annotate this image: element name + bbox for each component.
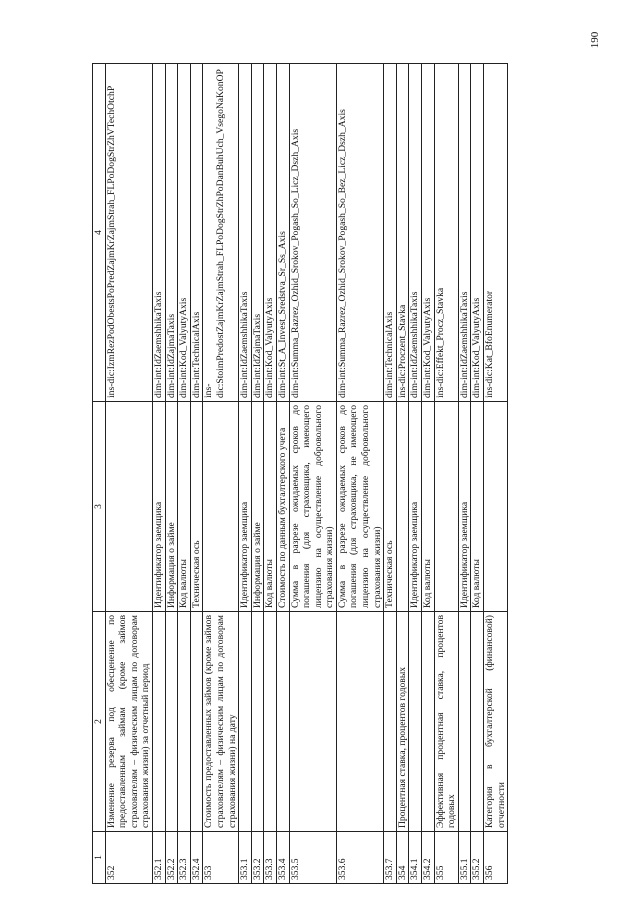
table-row: [434, 64, 458, 884]
row-number-cell: 352.4: [190, 832, 203, 884]
header-cell-1: 1: [93, 832, 106, 884]
table-row: [276, 64, 289, 884]
dimension-name-cell: Код валюты: [422, 402, 435, 612]
table-row: [251, 64, 264, 884]
dimension-name-cell: Информация о займе: [251, 402, 264, 612]
table-row: [190, 64, 203, 884]
header-cell-3: 3: [93, 402, 106, 612]
table-row: [471, 64, 484, 884]
row-number-cell: 355: [434, 832, 458, 884]
table-row: [178, 64, 191, 884]
indicator-name-cell: [471, 612, 484, 832]
indicator-name-cell: Эффективная процентная ставка, процентов годовых: [434, 612, 458, 832]
indicator-name-cell: [458, 612, 471, 832]
dimension-name-cell: [203, 402, 239, 612]
dimension-name-cell: Код валюты: [264, 402, 277, 612]
row-number-cell: 352.1: [152, 832, 165, 884]
xbrl-code-cell: dim-int:TechnicalAxis: [190, 64, 203, 402]
xbrl-code-cell: ins-dic:Effekt_Procz_Stavka: [434, 64, 458, 402]
indicator-name-cell: [190, 612, 203, 832]
table-row: [422, 64, 435, 884]
row-number-cell: 355.1: [458, 832, 471, 884]
xbrl-code-cell: dim-int:IdZaemshhikaTaxis: [409, 64, 422, 402]
dimension-name-cell: Техническая ось: [190, 402, 203, 612]
indicator-name-cell: [264, 612, 277, 832]
dimension-name-cell: Техническая ось: [384, 402, 397, 612]
table-row: [409, 64, 422, 884]
row-number-cell: 354: [396, 832, 409, 884]
xbrl-code-cell: dim-int:IdZaemshhikaTaxis: [152, 64, 165, 402]
table-row: [336, 64, 383, 884]
row-number-cell: 354.2: [422, 832, 435, 884]
dimension-name-cell: [396, 402, 409, 612]
dimension-name-cell: [484, 402, 508, 612]
xbrl-code-cell: dim-int:Kod_ValyutyAxis: [178, 64, 191, 402]
table-body: [105, 64, 508, 884]
xbrl-code-cell: dim-int:IdZaemshhikaTaxis: [458, 64, 471, 402]
xbrl-code-cell: ins-dic:Proczent_Stavka: [396, 64, 409, 402]
row-number-cell: 356: [484, 832, 508, 884]
row-number-cell: 352.2: [165, 832, 178, 884]
dimension-name-cell: Код валюты: [471, 402, 484, 612]
row-number-cell: 353.4: [276, 832, 289, 884]
indicator-name-cell: [336, 612, 383, 832]
dimension-name-cell: Идентификатор заемщика: [152, 402, 165, 612]
xbrl-code-cell: dim-int:IdZajmaTaxis: [165, 64, 178, 402]
table-row: [289, 64, 336, 884]
table-row: [105, 64, 152, 884]
table-row: [152, 64, 165, 884]
table-row: [484, 64, 508, 884]
xbrl-code-cell: dim-int:St_A_Invest_Sredstva_Sr_Ss_Axis: [276, 64, 289, 402]
dimension-name-cell: Идентификатор заемщика: [458, 402, 471, 612]
dimension-name-cell: Идентификатор заемщика: [239, 402, 252, 612]
row-number-cell: 353.7: [384, 832, 397, 884]
xbrl-code-cell: dim-int:Kod_ValyutyAxis: [422, 64, 435, 402]
table-row: [458, 64, 471, 884]
table-row: [239, 64, 252, 884]
rotated-page: [92, 64, 508, 884]
indicator-name-cell: [251, 612, 264, 832]
page-number: 190: [589, 31, 601, 49]
dimension-name-cell: [434, 402, 458, 612]
data-table: [92, 63, 508, 884]
indicator-name-cell: [239, 612, 252, 832]
dimension-name-cell: Сумма в разрезе ожидаемых сроков до погашения (для страховщика, не имеющего лицензию на осуществление добровольного страхования жизни): [336, 402, 383, 612]
row-number-cell: 353.1: [239, 832, 252, 884]
indicator-name-cell: Стоимость предоставленных займов (кроме займов страхователям – физическим лицам по договорам страхования жизни) на дату: [203, 612, 239, 832]
dimension-name-cell: Стоимость по данным бухгалтерского учета: [276, 402, 289, 612]
row-number-cell: 355.2: [471, 832, 484, 884]
row-number-cell: 353: [203, 832, 239, 884]
indicator-name-cell: Процентная ставка, процентов годовых: [396, 612, 409, 832]
xbrl-code-cell: ins-dic:Kat_BfoEnumerator: [484, 64, 508, 402]
table-row: [396, 64, 409, 884]
xbrl-code-cell: dim-int:Kod_ValyutyAxis: [264, 64, 277, 402]
row-number-cell: 353.5: [289, 832, 336, 884]
dimension-name-cell: Идентификатор заемщика: [409, 402, 422, 612]
xbrl-code-cell: dim-int:Summa_Razrez_Ozhid_Srokov_Pogash_So_Bez_Licz_Dszh_Axis: [336, 64, 383, 402]
row-number-cell: 353.2: [251, 832, 264, 884]
xbrl-code-cell: dim-int:IdZajmaTaxis: [251, 64, 264, 402]
table-row: [384, 64, 397, 884]
xbrl-code-cell: dim-int:IdZaemshhikaTaxis: [239, 64, 252, 402]
table-header-row: [93, 64, 106, 884]
row-number-cell: 354.1: [409, 832, 422, 884]
table-row: [165, 64, 178, 884]
indicator-name-cell: [384, 612, 397, 832]
dimension-name-cell: Сумма в разрезе ожидаемых сроков до погашения (для страховщика, имеющего лицензию на осуществление добровольного страхования жизни): [289, 402, 336, 612]
dimension-name-cell: Информация о займе: [165, 402, 178, 612]
xbrl-code-cell: ins-dic:StoimPredostZajmKrZajmStrah_FLPoDogStrZhPoDanBuhUch_VsegoNaKonOP: [203, 64, 239, 402]
indicator-name-cell: [276, 612, 289, 832]
header-cell-4: 4: [93, 64, 106, 402]
xbrl-code-cell: ins-dic:IzmRezPodObestsPoPredZajmKrZajmStrah_FLPoDogStrZhVTechOtchP: [105, 64, 152, 402]
xbrl-code-cell: dim-int:Summa_Razrez_Ozhid_Srokov_Pogash_So_Licz_Dszh_Axis: [289, 64, 336, 402]
indicator-name-cell: Категория в бухгалтерской (финансовой) отчетности: [484, 612, 508, 832]
row-number-cell: 353.3: [264, 832, 277, 884]
row-number-cell: 352: [105, 832, 152, 884]
xbrl-code-cell: dim-int:TechnicalAxis: [384, 64, 397, 402]
table-row: [203, 64, 239, 884]
indicator-name-cell: Изменение резерва под обесценение по предоставленным займам (кроме займов страхователям – физическим лицам по договорам страхования жизни) за отчетный период: [105, 612, 152, 832]
row-number-cell: 353.6: [336, 832, 383, 884]
indicator-name-cell: [409, 612, 422, 832]
table-row: [264, 64, 277, 884]
indicator-name-cell: [165, 612, 178, 832]
row-number-cell: 352.3: [178, 832, 191, 884]
header-cell-2: 2: [93, 612, 106, 832]
dimension-name-cell: Код валюты: [178, 402, 191, 612]
xbrl-code-cell: dim-int:Kod_ValyutyAxis: [471, 64, 484, 402]
indicator-name-cell: [178, 612, 191, 832]
indicator-name-cell: [152, 612, 165, 832]
indicator-name-cell: [422, 612, 435, 832]
indicator-name-cell: [289, 612, 336, 832]
dimension-name-cell: [105, 402, 152, 612]
